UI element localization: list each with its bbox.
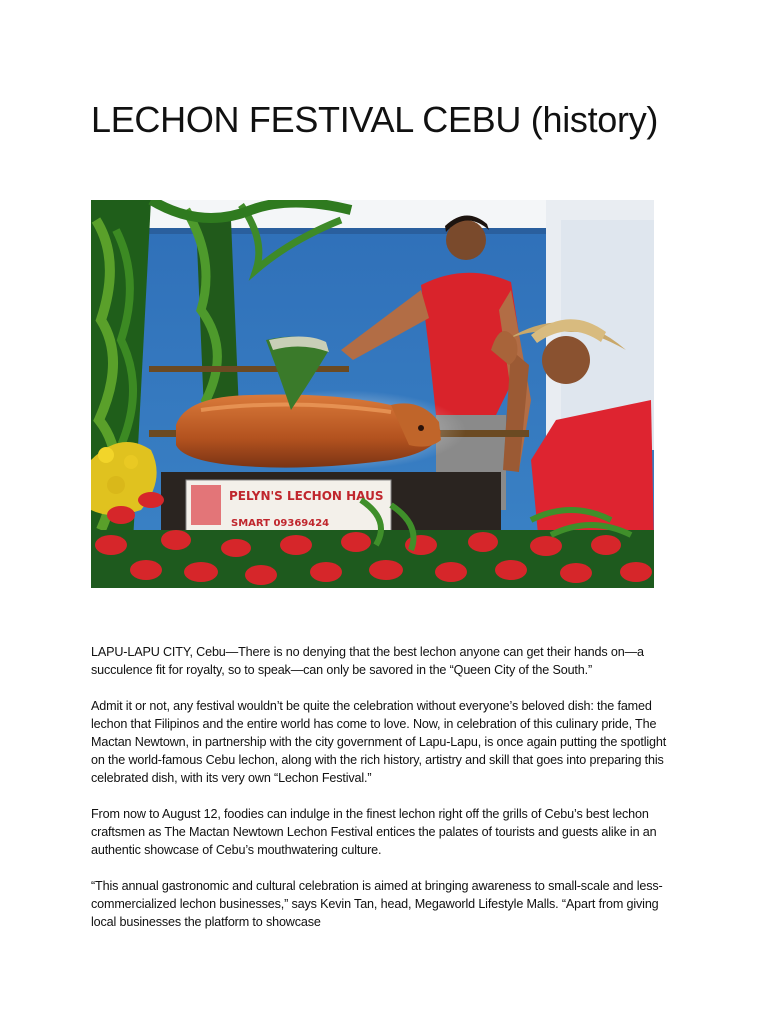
article-paragraph: LAPU-LAPU CITY, Cebu—There is no denying that the best lechon anyone can get their hands on—a succulence fit for royalty, so to speak—can only be savored in the “Queen City of the South.” — [91, 645, 644, 677]
document-title: LECHON FESTIVAL CEBU (history) — [91, 99, 659, 140]
roasting-pig — [176, 394, 441, 467]
lechon-festival-photo — [91, 200, 654, 588]
sign-line2: SMART 09369424 — [231, 518, 330, 529]
article-paragraph: From now to August 12, foodies can indulge in the finest lechon right off the grills of Cebu’s best lechon craftsmen as The Mactan Newtown Lechon Festival entices the palates of tourists and guests alike in an authentic showcase of Cebu’s mouthwatering culture. — [91, 807, 657, 857]
article-paragraph: “This annual gastronomic and cultural celebration is aimed at bringing awareness to small-scale and less-commercialized lechon businesses,” says Kevin Tan, head, Megaworld Lifestyle Malls. “Apart from giving local businesses the platform to showcase — [91, 879, 663, 929]
article-body — [91, 643, 681, 949]
lechon-haus-sign — [186, 480, 391, 532]
sign-line1: PELYN'S LECHON HAUS — [229, 489, 384, 503]
article-paragraph: Admit it or not, any festival wouldn’t be quite the celebration without everyone’s beloved dish: the famed lechon that Filipinos and the entire world has come to love. Now, in celebration of this culinary pride, The Mactan Newtown, in partnership with the city government of Lapu-Lapu, is once again putting the spotlight on the world-famous Cebu lechon, along with the rich history, artistry and skill that goes into preparing this celebrated dish, with its very own “Lechon Festival.” — [91, 699, 667, 785]
